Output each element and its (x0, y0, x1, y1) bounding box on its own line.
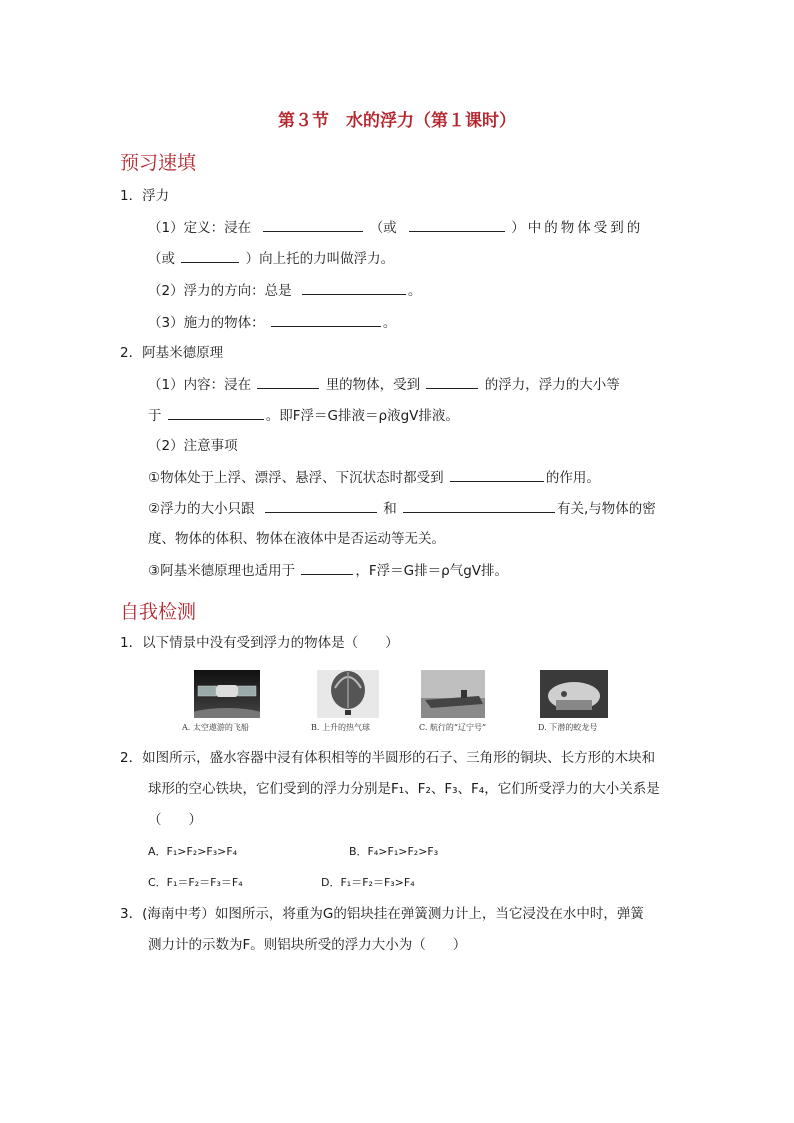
question-3-line-1: 3．(海南中考）如图所示，将重为G的铝块挂在弹簧测力计上，当它浸没在水中时，弹簧 (120, 906, 644, 922)
note-2 (148, 499, 656, 518)
option-a-caption: A. 太空遨游的飞船 (182, 723, 249, 732)
text: ②浮力的大小只跟 (148, 501, 255, 517)
answer-blank[interactable] (265, 499, 377, 513)
text: ③阿基米德原理也适用于 (148, 563, 296, 579)
item-2-heading: 2．阿基米德原理 (120, 345, 224, 361)
text: ①物体处于上浮、漂浮、悬浮、下沉状态时都受到 (148, 470, 444, 486)
text: 的作用。 (545, 470, 600, 486)
option-c[interactable]: C．F₁＝F₂＝F₃＝F₄ (148, 876, 243, 889)
text: 。 (382, 315, 397, 331)
text: 和 (383, 501, 397, 517)
force-object-line (148, 313, 396, 332)
content-line-1 (148, 375, 620, 394)
answer-blank[interactable] (181, 249, 239, 263)
text: （1）内容：浸在 (148, 377, 252, 393)
text: （2）浮力的方向：总是 (148, 283, 292, 299)
definition-line-2 (148, 249, 394, 268)
answer-blank[interactable] (168, 406, 264, 420)
text: ）向上托的力叫做浮力。 (245, 251, 395, 267)
answer-blank[interactable] (302, 281, 406, 295)
text: 。即F浮＝G排液＝ρ液gV排液。 (265, 408, 459, 424)
text: ，F浮＝G排＝ρ气gV排。 (355, 563, 509, 579)
question-2-line-3: （ ） (148, 812, 202, 828)
option-a[interactable]: A．F₁>F₂>F₃>F₄ (148, 845, 238, 858)
question-3-line-2: 测力计的示数为F。则铝块所受的浮力大小为（ ） (148, 937, 467, 953)
answer-blank[interactable] (301, 561, 353, 575)
text: （或 (148, 251, 175, 267)
text: 的浮力，浮力的大小等 (484, 377, 620, 393)
answer-blank[interactable] (271, 313, 381, 327)
note-2-continued: 度、物体的体积、物体在液体中是否运动等无关。 (148, 531, 445, 547)
spacecraft-image (194, 670, 260, 718)
text: ）中的物体受到的 (511, 220, 644, 236)
question-1: 1．以下情景中没有受到浮力的物体是（ ） (120, 635, 399, 651)
answer-blank[interactable] (403, 499, 555, 513)
section-heading-preview: 预习速填 (120, 152, 197, 174)
text: 。 (407, 283, 422, 299)
text: （3）施力的物体： (148, 315, 265, 331)
direction-line (148, 281, 421, 300)
page-title: 第３节 水的浮力（第１课时） (278, 111, 516, 131)
submersible-image (540, 670, 608, 718)
note-3 (148, 561, 508, 580)
text: （1）定义：浸在 (148, 220, 252, 236)
option-d-caption: D. 下潜的蛟龙号 (538, 723, 598, 732)
text: （或 (369, 220, 397, 236)
content-line-2 (148, 406, 459, 425)
answer-blank[interactable] (426, 375, 478, 389)
option-d[interactable]: D．F₁＝F₂＝F₃>F₄ (321, 876, 415, 889)
section-heading-selfcheck: 自我检测 (120, 601, 197, 623)
text: 里的物体，受到 (325, 377, 421, 393)
definition-line-1 (148, 218, 643, 237)
answer-blank[interactable] (409, 218, 505, 232)
text: 有关,与物体的密 (557, 501, 656, 517)
answer-blank[interactable] (257, 375, 319, 389)
question-2-line-2: 球形的空心铁块，它们受到的浮力分别是F₁、F₂、F₃、F₄，它们所受浮力的大小关系是 (148, 781, 660, 797)
notes-heading: （2）注意事项 (148, 438, 238, 454)
item-1-heading: 1．浮力 (120, 188, 170, 204)
hot-air-balloon-image (317, 670, 379, 718)
option-c-caption: C. 航行的“辽宁号” (419, 723, 487, 732)
option-b-caption: B. 上升的热气球 (311, 723, 370, 732)
answer-blank[interactable] (450, 468, 544, 482)
note-1 (148, 468, 600, 487)
option-b[interactable]: B．F₄>F₁>F₂>F₃ (349, 845, 439, 858)
text: 于 (148, 408, 162, 424)
answer-blank[interactable] (263, 218, 363, 232)
aircraft-carrier-image (421, 670, 485, 718)
question-2-line-1: 2．如图所示，盛水容器中浸有体积相等的半圆形的石子、三角形的铜块、长方形的木块和 (120, 750, 656, 766)
